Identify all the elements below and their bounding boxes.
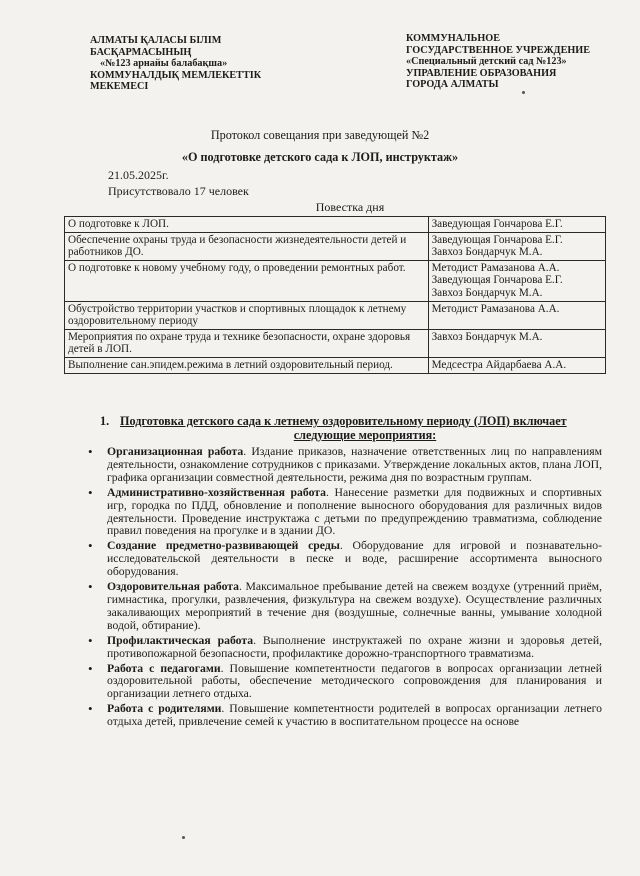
- item-heading: Работа с педагогами: [107, 661, 221, 675]
- agenda-row: [65, 357, 606, 373]
- agenda-row: [65, 217, 606, 233]
- scan-speck: [182, 836, 185, 839]
- responsible-person: Заведующая Гончарова Е.Г.: [431, 274, 563, 287]
- header-right-line: «Специальный детский сад №123»: [406, 56, 567, 68]
- header-right-line: КОММУНАЛЬНОЕ: [406, 33, 501, 44]
- item-heading: Профилактическая работа: [107, 633, 254, 647]
- agenda-topic: Мероприятия по охране труда и технике безопасности, охране здоровья детей в ЛОП.: [65, 329, 429, 357]
- agenda-topic: Обеспечение охраны труда и безопасности жизнедеятельности детей и работников ДО.: [65, 232, 429, 260]
- agenda-heading: Повестка дня: [315, 200, 385, 214]
- responsible-person: Заведующая Гончарова Е.Г.: [431, 218, 563, 230]
- list-item: [84, 635, 602, 661]
- agenda-topic: О подготовке к ЛОП.: [65, 217, 429, 233]
- responsible-person: Завхоз Бондарчук М.А.: [431, 330, 543, 343]
- agenda-responsible: [428, 357, 605, 373]
- agenda-topic: Выполнение сан.эпидем.режима в летний оздоровительный период.: [65, 357, 429, 373]
- item-text: . Выполнение инструктажей по охране жизни и здоровья детей, противопожарной безопасности, профилактике дорожно-транспортного травматизма.: [107, 633, 602, 660]
- agenda-responsible: [428, 217, 605, 233]
- item-text: . Повышение компетентности педагогов в вопросах организации летней оздоровительной работы, обеспечение методического сопровождения для планирования и организации летнего отдыха.: [107, 661, 602, 701]
- item-text: . Повышение компетентности родителей в вопросах организации летнего отдыха детей, привлечение семей к участию в воспитательном процессе на основе: [107, 702, 602, 729]
- item-text: . Оборудование для игровой и познавательно-исследовательской деятельности в песке и воде, расширение ассортимента выносного оборудования.: [107, 539, 602, 579]
- agenda-table: [64, 216, 606, 374]
- agenda-responsible: [428, 329, 605, 357]
- header-left-line: АЛМАТЫ ҚАЛАСЫ БІЛІМ: [90, 35, 222, 46]
- item-heading: Работа с родителями: [107, 702, 222, 716]
- item-heading: Оздоровительная работа: [107, 580, 240, 594]
- agenda-row: [65, 301, 606, 329]
- list-item: [84, 581, 602, 633]
- item-heading: Административно-хозяйственная работа: [107, 485, 327, 499]
- scan-speck: [522, 91, 525, 94]
- header-left-line: БАСҚАРМАСЫНЫҢ: [90, 46, 192, 58]
- item-text: . Максимальное пребывание детей на свежем воздухе (утренний приём, гимнастика, прогулки, развлечения, физкультура на свежем воздухе). Осуществление различных закаливающих мероприятий в течение дня (воздушные, солнечные ванны, умывание холодной водой, обтирание).: [107, 580, 602, 632]
- agenda-topic: О подготовке к новому учебному году, о проведении ремонтных работ.: [65, 260, 429, 301]
- item-text: . Нанесение разметки для подвижных и спортивных игр, городка по ПДД, обновление и пополнение выносного оборудования для различных видов деятельности. Проведение инструктажа с детьми по предупреждению травматизма, соблюдение правил поведения на прогулке и в здании ДО.: [107, 485, 602, 538]
- list-item: [84, 487, 602, 539]
- responsible-person: Завхоз Бондарчук М.А.: [431, 246, 543, 259]
- agenda-topic: Обустройство территории участков и спортивных площадок к летнему оздоровительному периоду: [65, 301, 429, 329]
- responsible-person: Методист Рамазанова А.А.: [431, 261, 560, 274]
- header-left-line: КОММУНАЛДЫҚ МЕМЛЕКЕТТІК: [90, 69, 262, 81]
- agenda-responsible: [428, 232, 605, 260]
- agenda-row: [65, 329, 606, 357]
- section-number: 1.: [100, 414, 110, 428]
- responsible-person: Завхоз Бондарчук М.А.: [431, 286, 543, 299]
- agenda-row: [65, 260, 606, 301]
- attendance-count: Присутствовало 17 человек: [108, 184, 249, 198]
- measures-list: [84, 446, 602, 731]
- section-heading-line: Подготовка детского сада к летнему оздоровительному периоду (ЛОП) включает: [120, 414, 567, 428]
- responsible-person: Методист Рамазанова А.А.: [431, 302, 560, 315]
- item-text: . Издание приказов, назначение ответственных лиц по направлениям деятельности, ознакомление сотрудников с приказами. Утверждение локальных актов, плана ЛОП, графика организации совместной деятельности, режима дня по возрастным группам.: [107, 445, 602, 484]
- header-right-line: ГОСУДАРСТВЕННОЕ УЧРЕЖДЕНИЕ: [406, 44, 591, 56]
- list-item: [84, 540, 602, 579]
- item-heading: Создание предметно-развивающей среды: [107, 539, 340, 553]
- agenda-row: [65, 232, 606, 260]
- header-left-line: МЕКЕМЕСІ: [90, 81, 149, 93]
- header-right-org: [406, 33, 626, 91]
- header-left-line: «№123 арнайы балабақша»: [100, 58, 228, 70]
- header-right-line: УПРАВЛЕНИЕ ОБРАЗОВАНИЯ: [406, 67, 557, 79]
- agenda-responsible: [428, 260, 605, 301]
- item-heading: Организационная работа: [107, 445, 244, 458]
- responsible-person: Медсестра Айдарбаева А.А.: [431, 358, 567, 371]
- protocol-title: Протокол совещания при заведующей №2: [210, 128, 430, 142]
- protocol-subtitle: «О подготовке детского сада к ЛОП, инструктаж»: [181, 150, 459, 164]
- list-item: [84, 446, 602, 485]
- header-right-line: ГОРОДА АЛМАТЫ: [406, 79, 499, 91]
- agenda-responsible: [428, 301, 605, 329]
- protocol-date: 21.05.2025г.: [108, 168, 169, 182]
- list-item: [84, 703, 602, 729]
- list-item: [84, 663, 602, 702]
- responsible-person: Заведующая Гончарова Е.Г.: [431, 233, 563, 246]
- section-heading: [100, 414, 610, 442]
- section-heading-line: следующие мероприятия:: [293, 428, 437, 442]
- header-left-org: [90, 35, 300, 93]
